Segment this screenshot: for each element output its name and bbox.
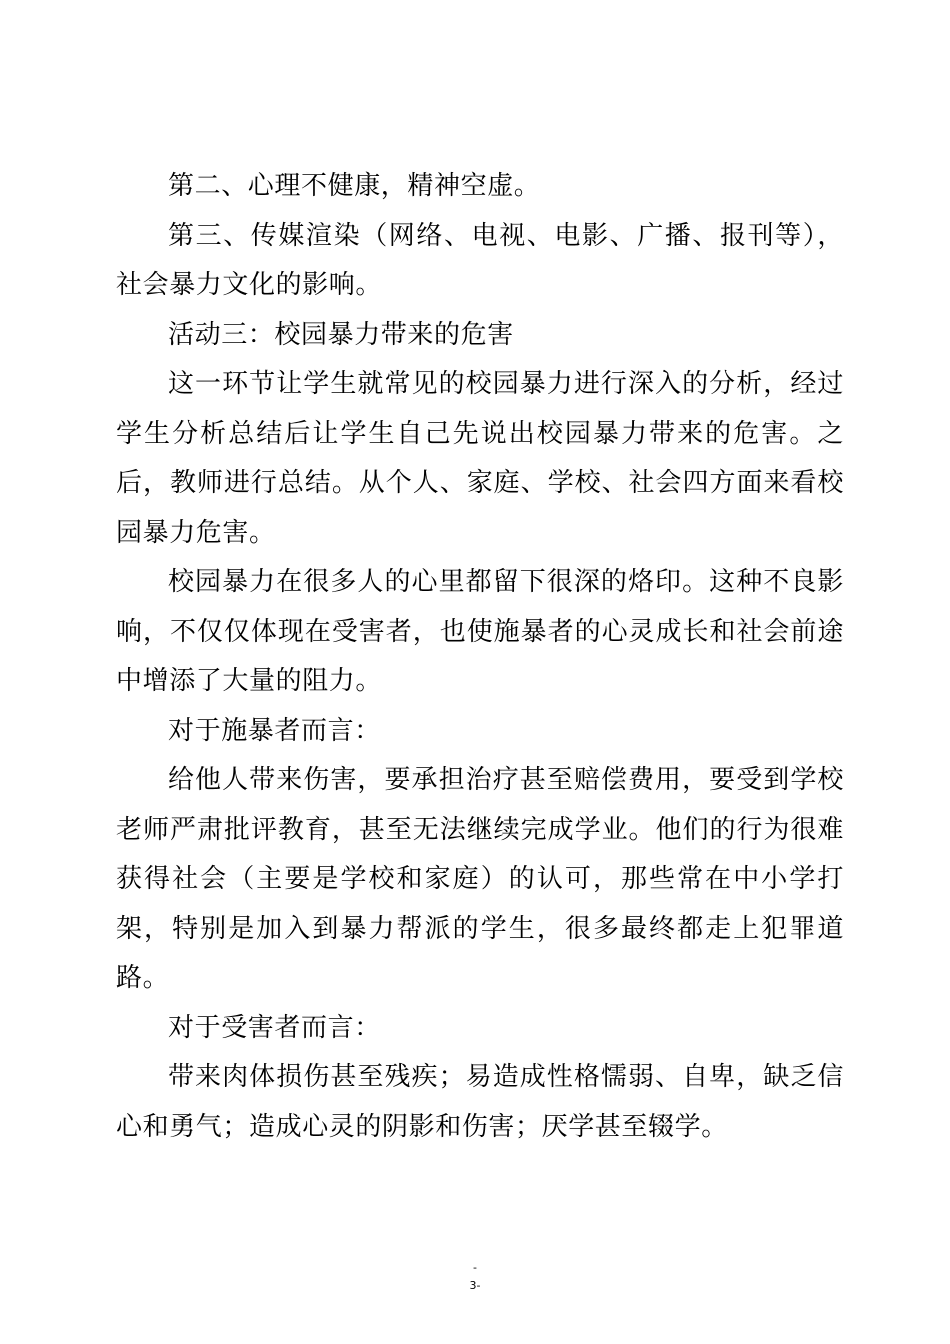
paragraph-4: 校园暴力在很多人的心里都留下很深的烙印。这种不良影响，不仅仅体现在受害者，也使施暴者的心灵成长和社会前途中增添了大量的阻力。 [116,567,844,696]
paragraph-2: 第三、传媒渲染（网络、电视、电影、广播、报刊等），社会暴力文化的影响。 [116,220,844,300]
subheading-perpetrators: 对于施暴者而言： [168,715,381,746]
footer-dash: - [473,1261,477,1274]
paragraph-3: 这一环节让学生就常见的校园暴力进行深入的分析，经过学生分析总结后让学生自己先说出校园暴力带来的危害。之后，教师进行总结。从个人、家庭、学校、社会四方面来看校园暴力危害。 [116,369,844,548]
page-number: 3- [469,1279,481,1292]
paragraph-5: 给他人带来伤害，要承担治疗甚至赔偿费用，要受到学校老师严肃批评教育，甚至无法继续完成学业。他们的行为很难获得社会（主要是学校和家庭）的认可，那些常在中小学打架，特别是加入到暴力帮派的学生，很多最终都走上犯罪道路。 [116,765,844,993]
subheading-victims: 对于受害者而言： [168,1012,381,1043]
paragraph-1: 第二、心理不健康，精神空虚。 [168,171,541,201]
paragraph-6: 带来肉体损伤甚至残疾；易造成性格懦弱、自卑，缺乏信心和勇气；造成心灵的阴影和伤害；厌学甚至辍学。 [116,1062,844,1142]
section-heading-activity-3: 活动三：校园暴力带来的危害 [168,319,514,350]
body-text [116,162,844,1152]
